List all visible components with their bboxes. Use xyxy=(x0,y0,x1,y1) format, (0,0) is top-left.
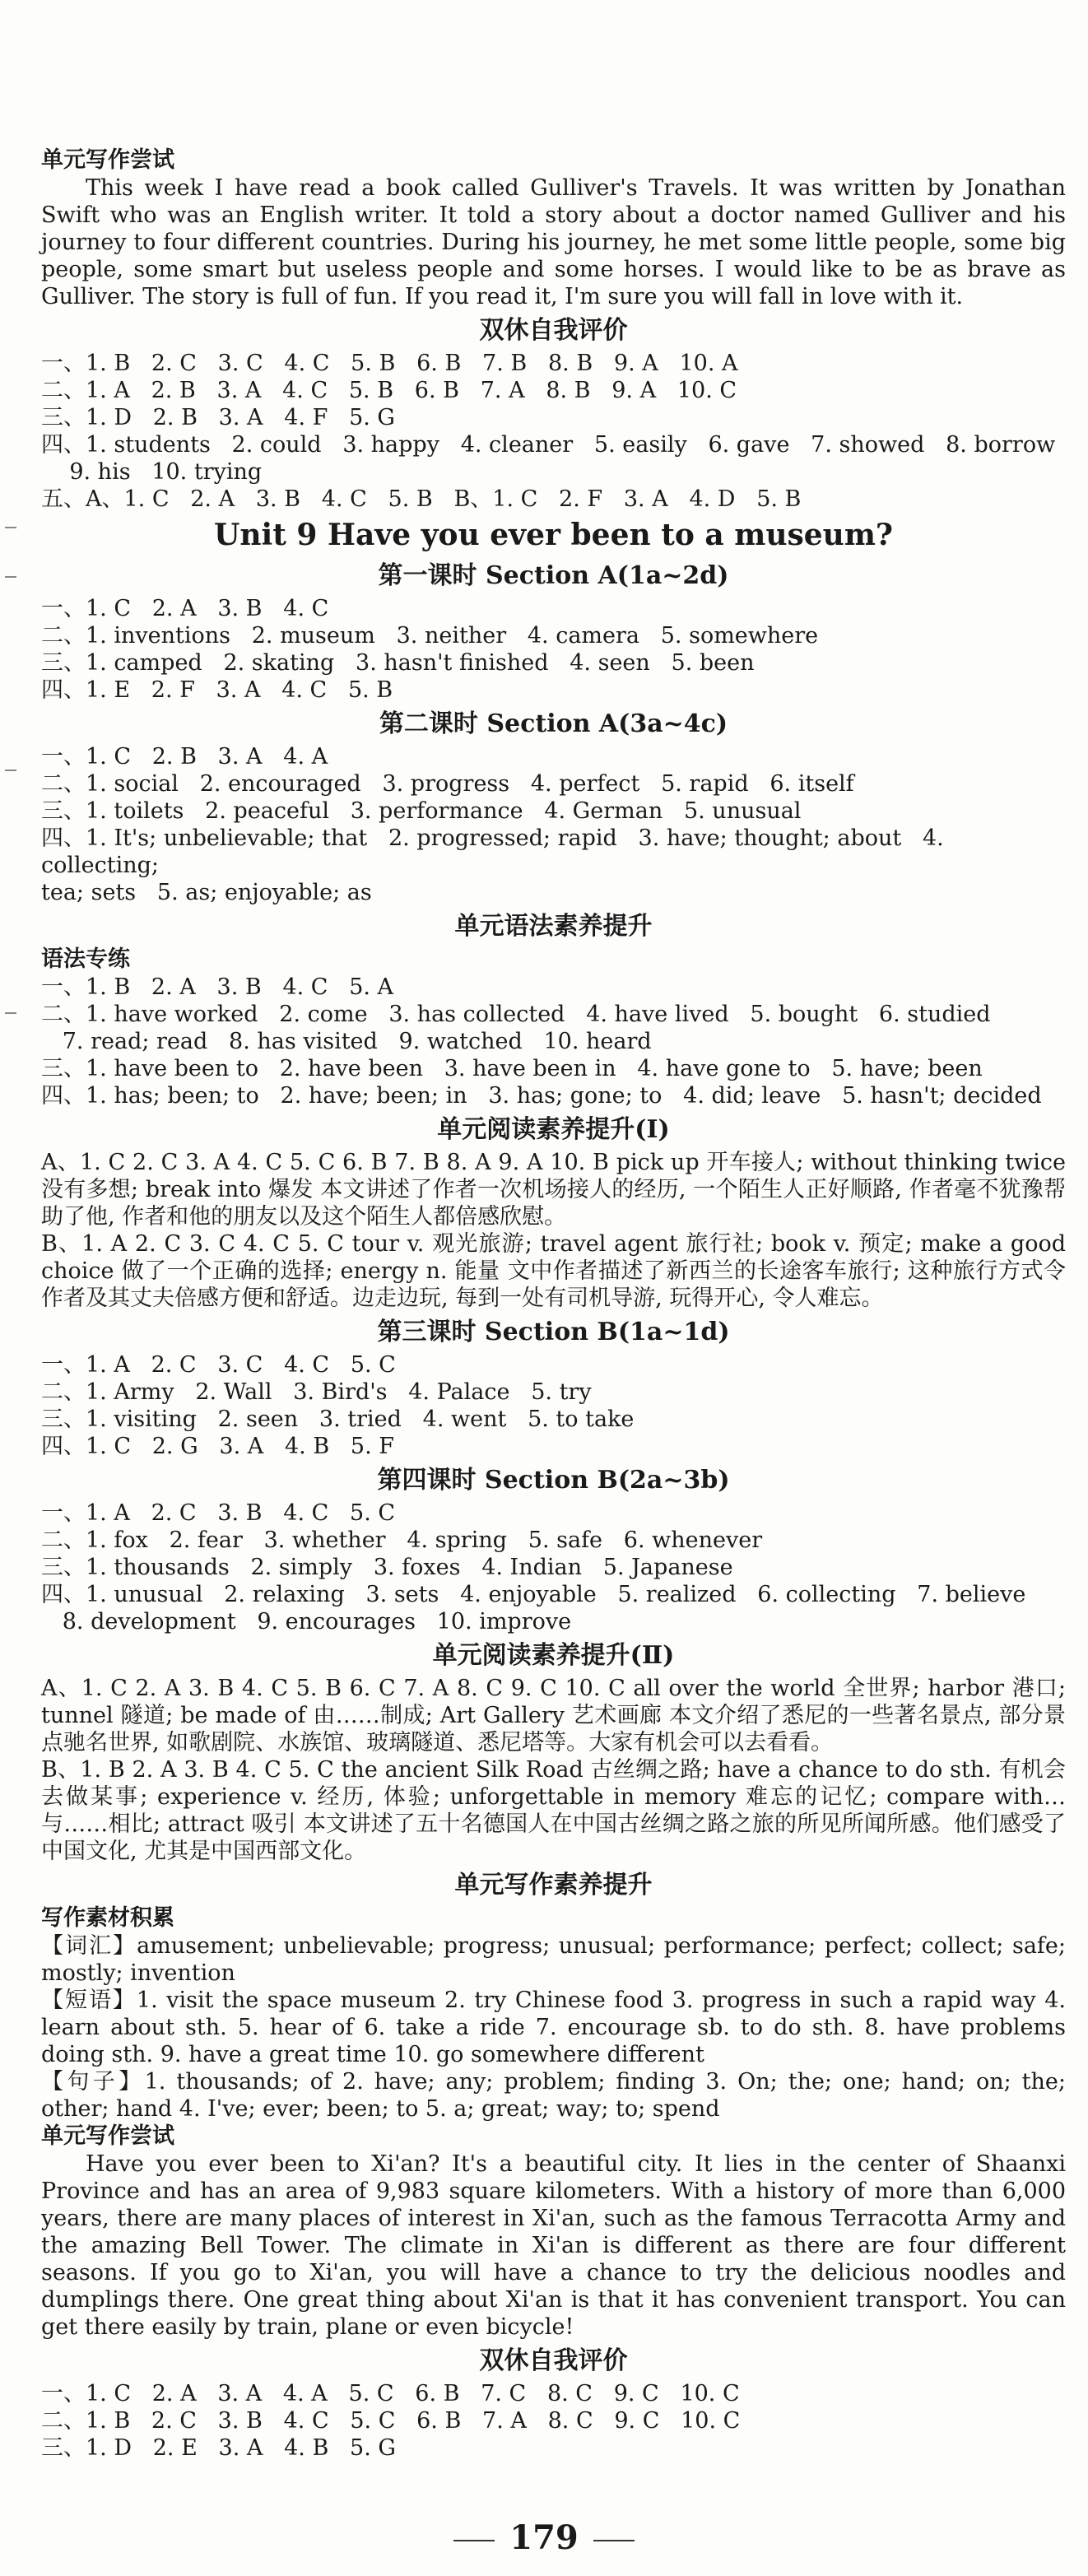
answer-line: 四、1. students 2. could 3. happy 4. cleaner 5. easily 6. gave 7. showed 8. borrow xyxy=(41,432,1056,458)
answer-line: 二、1. have worked 2. come 3. has collected 4. have lived 5. bought 6. studied xyxy=(41,1002,991,1027)
grammar-subheading: 语法专练 xyxy=(41,946,130,972)
sentence-list: 【句子】1. thousands; of 2. have; any; problem; finding 3. On; the; one; hand; on; the; other; hand 4. I've; ever; been; to 5. a; great; way; to; spend xyxy=(41,2069,1066,2122)
answer-line: 7. read; read 8. has visited 9. watched 10. heard xyxy=(41,1029,652,1054)
answer-line: 四、1. C 2. G 3. A 4. B 5. F xyxy=(41,1434,395,1459)
section-heading-writing-try-2: 单元写作尝试 xyxy=(41,2123,174,2149)
answer-line: 三、1. camped 2. skating 3. hasn't finished 4. seen 5. been xyxy=(41,650,755,676)
answer-line: 一、1. C 2. A 3. B 4. C xyxy=(41,596,329,621)
lesson-1-title: 第一课时 Section A(1a~2d) xyxy=(378,561,729,590)
grammar-answers xyxy=(41,974,1066,1109)
reading-1-title: 单元阅读素养提升(Ⅰ) xyxy=(437,1115,670,1144)
weekend-eval-2-answers xyxy=(41,2380,1066,2462)
lesson-4-answers xyxy=(41,1500,1066,1635)
lesson-1-answers xyxy=(41,595,1066,704)
page-content xyxy=(41,146,1066,2462)
section-title-weekend-eval-2: 双休自我评价 xyxy=(479,2346,628,2375)
lesson-3-answers xyxy=(41,1351,1066,1460)
reading-2-part-a: A、1. C 2. A 3. B 4. C 5. B 6. C 7. A 8. C 9. C 10. C all over the world 全世界; harbor 港口; tunnel 隧道; be made of 由……制成; Art Gallery 艺术画廊 本文介绍了悉尼的一些著名景点, 部分景点驰名世界, 如歌剧院、水族馆、玻璃隧道、悉尼塔等。大家有机会可以去看看。 xyxy=(41,1676,1066,1755)
lesson-2-title: 第二课时 Section A(3a~4c) xyxy=(379,709,728,738)
answer-line: 三、1. visiting 2. seen 3. tried 4. went 5. to take xyxy=(41,1407,635,1432)
weekend-eval-1-answers xyxy=(41,350,1066,513)
answer-line: 一、1. C 2. A 3. A 4. A 5. C 6. B 7. C 8. C 9. C 10. C xyxy=(41,2381,740,2406)
page-number: 179 xyxy=(509,2518,579,2557)
answer-line: 四、1. unusual 2. relaxing 3. sets 4. enjoyable 5. realized 6. collecting 7. believe xyxy=(41,1582,1026,1607)
answer-line: 四、1. It's; unbelievable; that 2. progressed; rapid 3. have; thought; about 4. collecting; xyxy=(41,825,951,878)
reading-1-part-a: A、1. C 2. C 3. A 4. C 5. C 6. B 7. B 8. A 9. A 10. B pick up 开车接人; without thinking twice 没有多想; break into 爆发 本文讲述了作者一次机场接人的经历, 一个陌生人正好顺路, 作者毫不犹豫帮助了他, 作者和他的朋友以及这个陌生人都倍感欣慰。 xyxy=(41,1150,1066,1230)
phrase-list: 【短语】1. visit the space museum 2. try Chinese food 3. progress in such a rapid way 4. learn about sth. 5. hear of 6. take a ride 7. encourage sb. to do sth. 8. have problems doing sth. 9. have a great time 10. go somewhere different xyxy=(41,1988,1066,2067)
answer-line: 三、1. toilets 2. peaceful 3. performance 4. German 5. unusual xyxy=(41,798,802,824)
answer-line: 一、1. B 2. A 3. B 4. C 5. A xyxy=(41,974,394,1000)
footer-dash-right xyxy=(593,2540,635,2541)
reading-2-part-b: B、1. B 2. A 3. B 4. C 5. C the ancient Silk Road 古丝绸之路; have a chance to do sth. 有机会去做某事; experience v. 经历, 体验; unforgettable in memory 难忘的记忆; compare with… 与……相比; attract 吸引 本文讲述了五十名德国人在中国古丝绸之路之旅的所见所闻所感。他们感受了中国文化, 尤其是中国西部文化。 xyxy=(41,1757,1066,1864)
answer-line: 二、1. inventions 2. museum 3. neither 4. camera 5. somewhere xyxy=(41,623,819,649)
essay-xian: Have you ever been to Xi'an? It's a beautiful city. It lies in the center of Shaanxi Province and has an area of 9,983 square kilometers. With a history of more than 6,000 years, there are many places of interest in Xi'an, such as the famous Terracotta Army and the amazing Bell Tower. The climate in Xi'an is different as there are four different seasons. If you go to Xi'an, you will have a chance to try the delicious noodles and dumplings there. One great thing about Xi'an is that it has convenient transport. You can get there easily by train, plane or even bicycle! xyxy=(41,2151,1066,2340)
answer-line: 二、1. B 2. C 3. B 4. C 5. C 6. B 7. A 8. C 9. C 10. C xyxy=(41,2408,741,2434)
section-title-weekend-eval-1: 双休自我评价 xyxy=(479,316,628,345)
answer-line: 三、1. have been to 2. have been 3. have been in 4. have gone to 5. have; been xyxy=(41,1056,983,1081)
answer-line: 一、1. A 2. C 3. C 4. C 5. C xyxy=(41,1352,396,1378)
footer-dash-left xyxy=(453,2540,495,2541)
answer-line: 四、1. E 2. F 3. A 4. C 5. B xyxy=(41,677,393,703)
unit-title: Unit 9 Have you ever been to a museum? xyxy=(213,518,894,552)
answer-line: 一、1. B 2. C 3. C 4. C 5. B 6. B 7. B 8. B 9. A 10. A xyxy=(41,351,738,376)
grammar-section-title: 单元语法素养提升 xyxy=(454,912,653,941)
answer-line: 8. development 9. encourages 10. improve xyxy=(41,1609,572,1634)
answer-line: 三、1. D 2. E 3. A 4. B 5. G xyxy=(41,2435,396,2461)
reading-2-title: 单元阅读素养提升(Ⅱ) xyxy=(432,1641,675,1670)
answer-line: 二、1. fox 2. fear 3. whether 4. spring 5. safe 6. whenever xyxy=(41,1527,763,1553)
answer-line: 二、1. Army 2. Wall 3. Bird's 4. Palace 5. try xyxy=(41,1379,592,1405)
answer-line: 三、1. D 2. B 3. A 4. F 5. G xyxy=(41,405,395,430)
lesson-4-title: 第四课时 Section B(2a~3b) xyxy=(377,1466,730,1495)
answer-line: 二、1. social 2. encouraged 3. progress 4. perfect 5. rapid 6. itself xyxy=(41,771,854,797)
section-heading-writing-try: 单元写作尝试 xyxy=(41,147,174,173)
answer-line: 二、1. A 2. B 3. A 4. C 5. B 6. B 7. A 8. B 9. A 10. C xyxy=(41,378,737,403)
page-footer xyxy=(0,2518,1088,2557)
essay-gullivers-travels: This week I have read a book called Gulliver's Travels. It was written by Jonathan Swift who was an English writer. It told a story about a doctor named Gulliver and his journey to four different countries. During his journey, he met some little people, some big people, some smart but useless people and some horses. I would like to be as brave as Gulliver. The story is full of fun. If you read it, I'm sure you will fall in love with it. xyxy=(41,175,1066,309)
vocabulary-list: 【词汇】amusement; unbelievable; progress; unusual; performance; perfect; collect; safe; mostly; invention xyxy=(41,1933,1066,1986)
writing-material-subheading: 写作素材积累 xyxy=(41,1905,174,1931)
answer-line: 一、1. A 2. C 3. B 4. C 5. C xyxy=(41,1500,396,1526)
writing-section-title: 单元写作素养提升 xyxy=(454,1871,653,1899)
reading-1-part-b: B、1. A 2. C 3. C 4. C 5. C tour v. 观光旅游; travel agent 旅行社; book v. 预定; make a good choice 做了一个正确的选择; energy n. 能量 文中作者描述了新西兰的长途客车旅行; 这种旅行方式令作者及其丈夫倍感方便和舒适。边走边玩, 每到一处有司机导游, 玩得开心, 令人难忘。 xyxy=(41,1231,1066,1311)
answer-line: 三、1. thousands 2. simply 3. foxes 4. Indian 5. Japanese xyxy=(41,1555,733,1580)
lesson-3-title: 第三课时 Section B(1a~1d) xyxy=(377,1318,730,1346)
answer-line: 9. his 10. trying xyxy=(41,459,263,485)
lesson-2-answers xyxy=(41,743,1066,906)
answer-line: 五、A、1. C 2. A 3. B 4. C 5. B B、1. C 2. F 3. A 4. D 5. B xyxy=(41,486,802,512)
answer-line: 四、1. has; been; to 2. have; been; in 3. has; gone; to 4. did; leave 5. hasn't; decided xyxy=(41,1083,1042,1109)
answer-line: tea; sets 5. as; enjoyable; as xyxy=(41,880,372,905)
answer-line: 一、1. C 2. B 3. A 4. A xyxy=(41,744,328,770)
